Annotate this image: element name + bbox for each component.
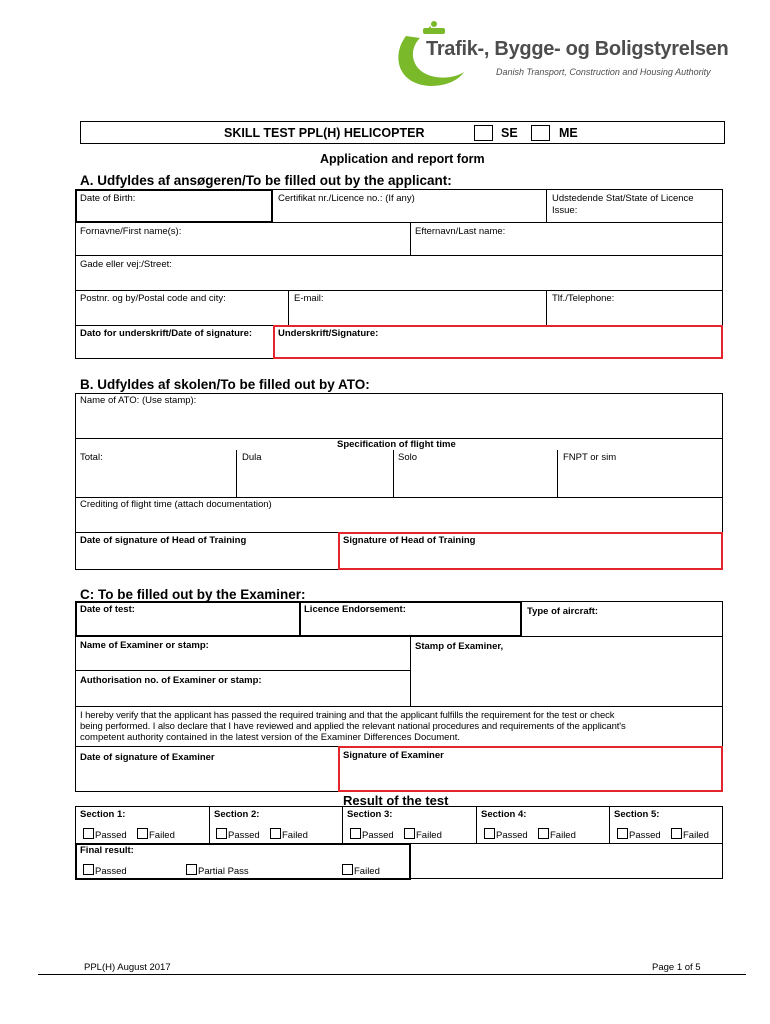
aircraft-type-label: Type of aircraft: bbox=[527, 606, 599, 617]
section-c-heading: C: To be filled out by the Examiner: bbox=[80, 587, 306, 602]
me-checkbox[interactable] bbox=[531, 125, 550, 141]
telephone-label: Tlf./Telephone: bbox=[552, 293, 615, 304]
flight-time-spec-label: Specification of flight time bbox=[337, 439, 456, 450]
postal-label: Postnr. og by/Postal code and city: bbox=[80, 293, 226, 304]
date-of-test-label: Date of test: bbox=[80, 604, 135, 615]
logo-title: Trafik-, Bygge- og Boligstyrelsen bbox=[426, 38, 729, 60]
se-label: SE bbox=[501, 126, 518, 140]
section-2-failed-checkbox[interactable] bbox=[270, 828, 281, 839]
me-label: ME bbox=[559, 126, 578, 140]
declaration-line-1: I hereby verify that the applicant has passed the required training and that the applicant fulfills the requirement for the test or check bbox=[80, 710, 615, 721]
applicant-signature-label: Underskrift/Signature: bbox=[278, 328, 379, 339]
street-label: Gade eller vej:/Street: bbox=[80, 259, 172, 270]
section-1-passed-label: Passed bbox=[95, 830, 127, 841]
final-failed-checkbox[interactable] bbox=[342, 864, 353, 875]
authority-logo bbox=[390, 14, 740, 94]
section-1-passed-checkbox[interactable] bbox=[83, 828, 94, 839]
footer-rule bbox=[38, 974, 746, 975]
section-b-heading: B. Udfyldes af skolen/To be filled out by ATO: bbox=[80, 377, 370, 392]
section-3-label: Section 3: bbox=[347, 809, 393, 820]
ato-name-label: Name of ATO: (Use stamp): bbox=[80, 395, 197, 406]
examiner-stamp-label: Stamp of Examiner, bbox=[415, 641, 504, 652]
section-3-passed-checkbox[interactable] bbox=[350, 828, 361, 839]
section-1-label: Section 1: bbox=[80, 809, 126, 820]
section-2-label: Section 2: bbox=[214, 809, 260, 820]
authorisation-label: Authorisation no. of Examiner or stamp: bbox=[80, 675, 262, 686]
section-2-passed-label: Passed bbox=[228, 830, 260, 841]
section-5-passed-checkbox[interactable] bbox=[617, 828, 628, 839]
result-heading: Result of the test bbox=[343, 793, 449, 808]
final-passed-checkbox[interactable] bbox=[83, 864, 94, 875]
issuing-state-label-2: Issue: bbox=[552, 205, 578, 216]
section-5-failed-label: Failed bbox=[683, 830, 709, 841]
final-partial-pass-checkbox[interactable] bbox=[186, 864, 197, 875]
section-5-label: Section 5: bbox=[614, 809, 660, 820]
section-5-passed-label: Passed bbox=[629, 830, 661, 841]
dula-label: Dula bbox=[242, 452, 262, 463]
final-result-label: Final result: bbox=[80, 845, 134, 856]
date-head-training-label: Date of signature of Head of Training bbox=[80, 535, 247, 546]
section-3-passed-label: Passed bbox=[362, 830, 394, 841]
logo-subtitle: Danish Transport, Construction and Housing Authority bbox=[496, 67, 711, 77]
date-signature-label: Dato for underskrift/Date of signature: bbox=[80, 328, 253, 339]
solo-label: Solo bbox=[398, 452, 418, 463]
footer-page-number: Page 1 of 5 bbox=[652, 962, 701, 973]
examiner-name-label: Name of Examiner or stamp: bbox=[80, 640, 209, 651]
head-training-signature-label: Signature of Head of Training bbox=[343, 535, 476, 546]
final-passed-label: Passed bbox=[95, 866, 127, 877]
section-4-label: Section 4: bbox=[481, 809, 527, 820]
section-2-failed-label: Failed bbox=[282, 830, 308, 841]
date-of-birth-label: Date of Birth: bbox=[80, 193, 136, 204]
final-failed-label: Failed bbox=[354, 866, 380, 877]
section-a-heading: A. Udfyldes af ansøgeren/To be filled out by the applicant: bbox=[80, 173, 452, 188]
date-examiner-label: Date of signature of Examiner bbox=[80, 752, 215, 763]
licence-endorsement-label: Licence Endorsement: bbox=[304, 604, 406, 615]
declaration-line-2: being performed. I also declare that I have reviewed and applied the relevant national procedures and requirements of the applicant's bbox=[80, 721, 626, 732]
examiner-signature-label: Signature of Examiner bbox=[343, 750, 444, 761]
final-partial-pass-label: Partial Pass bbox=[198, 866, 249, 877]
last-name-label: Efternavn/Last name: bbox=[415, 226, 506, 237]
first-name-label: Fornavne/First name(s): bbox=[80, 226, 182, 237]
total-label: Total: bbox=[80, 452, 103, 463]
section-4-passed-checkbox[interactable] bbox=[484, 828, 495, 839]
issuing-state-label: Udstedende Stat/State of Licence bbox=[552, 193, 694, 204]
declaration-line-3: competent authority contained in the latest version of the Examiner Differences Document. bbox=[80, 732, 461, 743]
section-4-passed-label: Passed bbox=[496, 830, 528, 841]
crediting-label: Crediting of flight time (attach documentation) bbox=[80, 499, 272, 510]
se-checkbox[interactable] bbox=[474, 125, 493, 141]
section-3-failed-checkbox[interactable] bbox=[404, 828, 415, 839]
form-title: SKILL TEST PPL(H) HELICOPTER bbox=[224, 126, 425, 140]
footer-left: PPL(H) August 2017 bbox=[84, 962, 171, 973]
section-1-failed-checkbox[interactable] bbox=[137, 828, 148, 839]
section-4-failed-label: Failed bbox=[550, 830, 576, 841]
section-1-failed-label: Failed bbox=[149, 830, 175, 841]
section-4-failed-checkbox[interactable] bbox=[538, 828, 549, 839]
licence-no-label: Certifikat nr./Licence no.: (If any) bbox=[278, 193, 415, 204]
section-3-failed-label: Failed bbox=[416, 830, 442, 841]
form-subtitle: Application and report form bbox=[320, 152, 485, 166]
email-label: E-mail: bbox=[294, 293, 324, 304]
fnpt-label: FNPT or sim bbox=[563, 452, 617, 463]
section-5-failed-checkbox[interactable] bbox=[671, 828, 682, 839]
section-2-passed-checkbox[interactable] bbox=[216, 828, 227, 839]
